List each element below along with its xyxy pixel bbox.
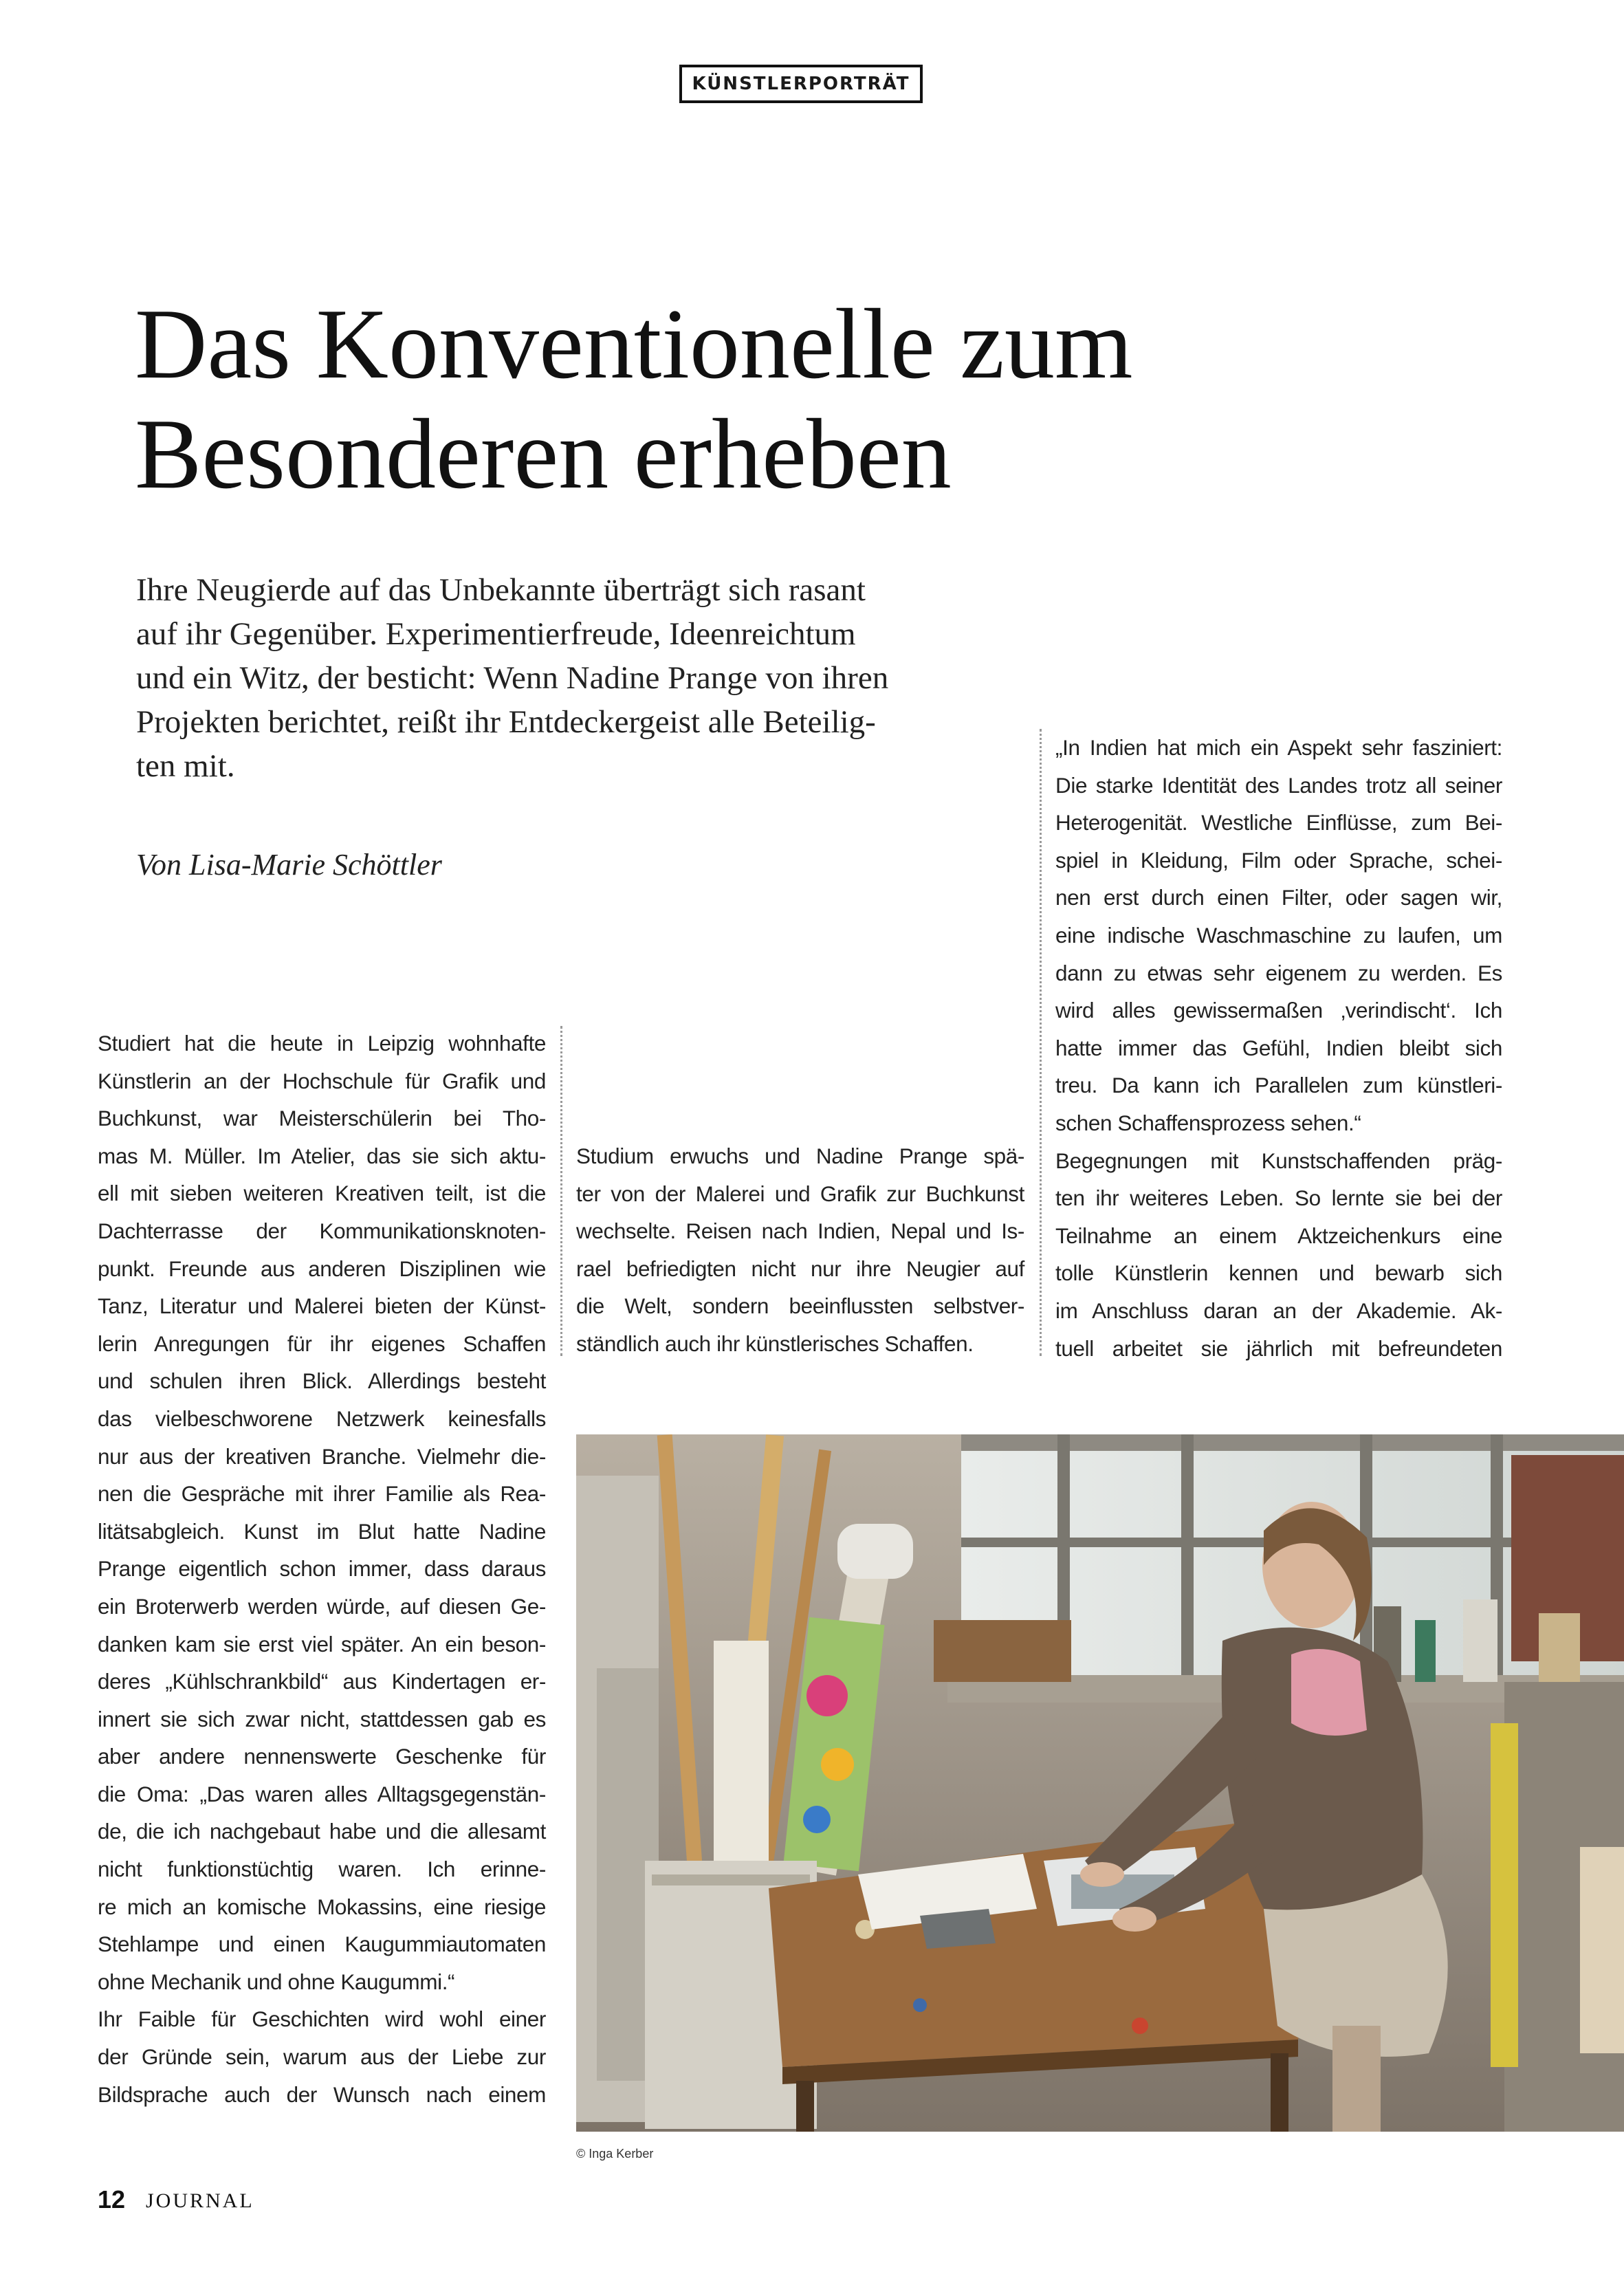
headline-line: Besonderen erheben — [135, 398, 952, 510]
photo-credit: © Inga Kerber — [576, 2147, 654, 2161]
text-line: lerin Anregungen für ihr eigenes Schaffen — [98, 1331, 546, 1356]
text-column-3 — [1055, 729, 1502, 1367]
text-line: und schulen ihren Blick. Allerdings besteht — [98, 1368, 546, 1394]
lead-line: auf ihr Gegenüber. Experimentierfreude, Ideenreichtum — [136, 616, 856, 652]
text-line: nen die Gespräche mit ihrer Familie als Rea- — [98, 1481, 546, 1507]
lead-line: Projekten berichtet, reißt ihr Entdeckergeist alle Beteilig- — [136, 704, 876, 740]
text-line: rael befriedigten nicht nur ihre Neugier auf — [576, 1256, 1024, 1281]
lead-line: Ihre Neugierde auf das Unbekannte überträgt sich rasant — [136, 572, 866, 608]
text-column-2 — [576, 1137, 1024, 1363]
text-line: die Oma: „Das waren alles Alltagsgegenstän- — [98, 1781, 546, 1806]
page-number: 12 — [98, 2185, 126, 2213]
text-line: dann zu etwas sehr eigenem zu werden. Es — [1055, 960, 1502, 985]
text-line: nur aus der kreativen Branche. Vielmehr die- — [98, 1443, 546, 1469]
text-line: mas M. Müller. Im Atelier, das sie sich aktu- — [98, 1143, 546, 1168]
text-line: die Welt, sondern beeinflussten selbstver- — [576, 1293, 1024, 1319]
text-line: nicht funktionstüchtig waren. Ich erinne- — [98, 1857, 546, 1882]
text-line: ein Broterwerb werden würde, auf diesen Ge- — [98, 1593, 546, 1619]
headline-line: Das Konventionelle zum — [135, 288, 1133, 400]
text-line: Ihr Faible für Geschichten wird wohl einer — [98, 2007, 546, 2032]
text-line: Die starke Identität des Landes trotz all seiner — [1055, 772, 1502, 798]
author-byline: Von Lisa-Marie Schöttler — [136, 848, 442, 882]
text-line: Teilnahme an einem Aktzeichenkurs eine — [1055, 1223, 1502, 1248]
text-line: tuell arbeitet sie jährlich mit befreundeten — [1055, 1335, 1502, 1361]
text-line: tolle Künstlerin kennen und bewarb sich — [1055, 1260, 1502, 1286]
text-line: Prange eigentlich schon immer, dass daraus — [98, 1556, 546, 1582]
column-divider — [1040, 729, 1042, 1356]
text-line: aber andere nennenswerte Geschenke für — [98, 1744, 546, 1769]
lead-line: ten mit. — [136, 748, 235, 784]
text-line: deres „Kühlschrankbild“ aus Kindertagen er- — [98, 1669, 546, 1694]
text-line: Buchkunst, war Meisterschülerin bei Tho- — [98, 1106, 546, 1131]
text-line: ell mit sieben weiteren Kreativen teilt, ist die — [98, 1181, 546, 1206]
section-kicker: KÜNSTLERPORTRÄT — [679, 65, 923, 103]
text-line: Studium erwuchs und Nadine Prange spä- — [576, 1144, 1024, 1168]
article-lead — [136, 568, 989, 788]
text-line: wechselte. Reisen nach Indien, Nepal und Is- — [576, 1218, 1024, 1244]
text-line: re mich an komische Mokassins, eine riesige — [98, 1894, 546, 1919]
text-line: Begegnungen mit Kunstschaffenden präg- — [1055, 1148, 1502, 1173]
text-line: litätsabgleich. Kunst im Blut hatte Nadine — [98, 1518, 546, 1544]
text-line: hatte immer das Gefühl, Indien bleibt sich — [1055, 1035, 1502, 1060]
text-line: schen Schaffensprozess sehen.“ — [1055, 1110, 1361, 1135]
text-line: „In Indien hat mich ein Aspekt sehr fasziniert: — [1055, 735, 1502, 760]
text-line: innert sie sich zwar nicht, stattdessen gab es — [98, 1706, 546, 1731]
text-line: der Gründe sein, warum aus der Liebe zur — [98, 2044, 546, 2070]
text-column-1 — [98, 1025, 546, 2113]
text-line: Künstlerin an der Hochschule für Grafik und — [98, 1068, 546, 1093]
text-line: eine indische Waschmaschine zu laufen, um — [1055, 922, 1502, 948]
studio-photo — [576, 1434, 1624, 2132]
text-line: nen erst durch einen Filter, oder sagen wir, — [1055, 885, 1502, 910]
text-line: danken kam sie erst viel später. An ein beson- — [98, 1631, 546, 1657]
text-line: Bildsprache auch der Wunsch nach einem — [98, 2081, 546, 2107]
text-line: spiel in Kleidung, Film oder Sprache, schei- — [1055, 847, 1502, 873]
text-line: Heterogenität. Westliche Einflüsse, zum Bei- — [1055, 810, 1502, 835]
magazine-name: JOURNAL — [146, 2189, 254, 2212]
text-line: ständlich auch ihr künstlerisches Schaffen. — [576, 1331, 974, 1356]
text-line: Dachterrasse der Kommunikationsknoten- — [98, 1218, 546, 1243]
text-line: das vielbeschworene Netzwerk keinesfalls — [98, 1406, 546, 1431]
text-line: de, die ich nachgebaut habe und die allesamt — [98, 1819, 546, 1844]
text-line: treu. Da kann ich Parallelen zum künstleri- — [1055, 1073, 1502, 1098]
text-line: ohne Mechanik und ohne Kaugummi.“ — [98, 1969, 455, 1994]
lead-line: und ein Witz, der besticht: Wenn Nadine Prange von ihren — [136, 660, 889, 696]
text-line: Tanz, Literatur und Malerei bieten der Künst- — [98, 1293, 546, 1319]
text-line: ten ihr weiteres Leben. So lernte sie bei der — [1055, 1185, 1502, 1211]
text-line: im Anschluss daran an der Akademie. Ak- — [1055, 1298, 1502, 1323]
text-line: ter von der Malerei und Grafik zur Buchkunst — [576, 1181, 1024, 1206]
text-line: Studiert hat die heute in Leipzig wohnhafte — [98, 1031, 546, 1056]
text-line: wird alles gewissermaßen ‚verindischt‘. Ich — [1055, 998, 1502, 1023]
column-divider — [560, 1026, 562, 1356]
photo-illustration — [576, 1434, 1624, 2132]
article-headline — [135, 289, 1304, 509]
text-line: punkt. Freunde aus anderen Disziplinen wie — [98, 1256, 546, 1281]
text-line: Stehlampe und einen Kaugummiautomaten — [98, 1932, 546, 1957]
